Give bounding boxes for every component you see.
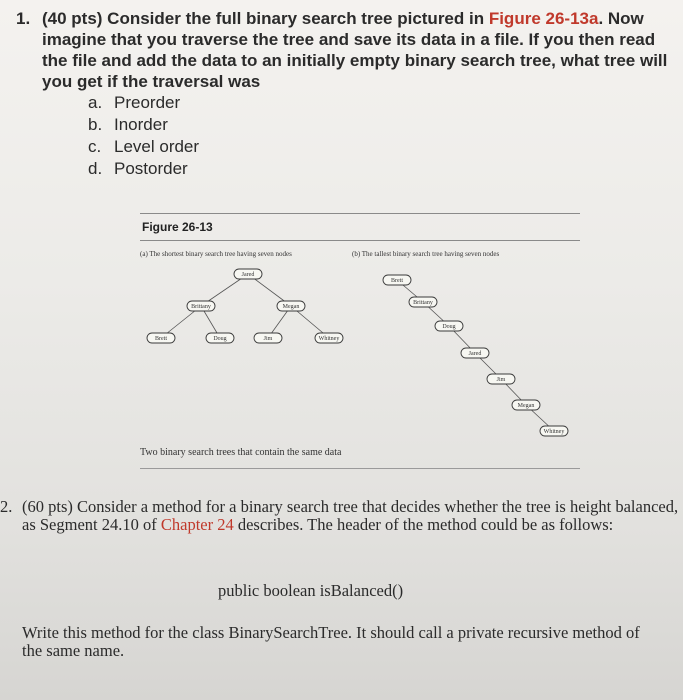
option-item (88, 114, 676, 136)
option-item (88, 136, 676, 158)
option-letter: b. (88, 115, 103, 134)
figure-bottom-rule (140, 468, 580, 469)
tree-node (234, 269, 262, 279)
tree-node-label: Whitney (318, 336, 340, 342)
tree-node (512, 400, 540, 410)
tree-node-label: Brittany (413, 300, 433, 306)
question-1-text-start: (40 pts) Consider the full binary search tree pictured in (42, 9, 489, 28)
tree-node (435, 321, 463, 331)
question-2-number: 2. (0, 497, 13, 516)
option-letter: d. (88, 159, 103, 178)
traversal-options-list (88, 92, 676, 180)
option-label: Level order (114, 137, 200, 156)
tree-node-label: Jared (241, 272, 255, 278)
tree-node-label: Whitney (543, 429, 565, 435)
question-1-text (42, 8, 676, 92)
tree-node-label: Jim (496, 377, 506, 383)
option-label: Preorder (114, 93, 181, 112)
question-2-text (22, 498, 680, 534)
tree-node-label: Jim (263, 336, 273, 342)
method-signature: public boolean isBalanced() (218, 581, 404, 600)
tree-node (187, 301, 215, 311)
tree-node-label: Megan (517, 403, 535, 409)
option-label: Inorder (114, 115, 168, 134)
option-letter: a. (88, 93, 103, 112)
tree-node (254, 333, 282, 343)
tree-b-subtitle: (b) The tallest binary search tree having seven nodes (352, 250, 500, 258)
trees-diagram (140, 213, 580, 453)
tree-node-label: Doug (442, 324, 456, 330)
tree-node-label: Brett (391, 278, 403, 284)
tree-node (461, 348, 489, 358)
option-item (88, 158, 676, 180)
tree-node (277, 301, 305, 311)
tree-node (383, 275, 411, 285)
question-2 (0, 497, 680, 660)
figure-title: Figure 26-13 (142, 220, 213, 234)
chapter-reference: Chapter 24 (160, 515, 234, 534)
tree-node-label: Brittany (191, 304, 211, 310)
tree-node (540, 426, 568, 436)
question-2-text-end: describes. The header of the method could be as follows: (233, 515, 614, 534)
tree-node (409, 297, 437, 307)
question-2-text-start: (60 pts) Consider a method for a binary search tree that decides whether the tree is height balanced, as Segment 24.10 of (22, 497, 679, 534)
option-label: Postorder (114, 159, 188, 178)
option-item (88, 92, 676, 114)
tree-node-label: Brett (155, 336, 167, 342)
tree-node-label: Megan (282, 304, 300, 310)
option-letter: c. (88, 137, 102, 156)
tree-node-label: Jared (468, 351, 482, 357)
tree-node (147, 333, 175, 343)
tree-node (487, 374, 515, 384)
figure-reference: Figure 26-13a (488, 9, 599, 28)
figure-26-13 (140, 213, 580, 470)
figure-caption: Two binary search trees that contain the same data (140, 447, 342, 458)
tree-node (315, 333, 343, 343)
tree-a-subtitle: (a) The shortest binary search tree having seven nodes (140, 250, 292, 258)
tree-node (206, 333, 234, 343)
question-1-text-end: . Now imagine that you traverse the tree and save its data in a file. If you then read the file and add the data to an initially empty binary search tree, what tree will you get if the traversal was (42, 9, 668, 91)
tree-node-label: Doug (213, 336, 227, 342)
question-1-number: 1. (16, 9, 31, 28)
question-2-instruction: Write this method for the class BinarySearchTree. It should call a private recursive method of the same name. (22, 623, 640, 660)
question-1 (8, 8, 676, 180)
